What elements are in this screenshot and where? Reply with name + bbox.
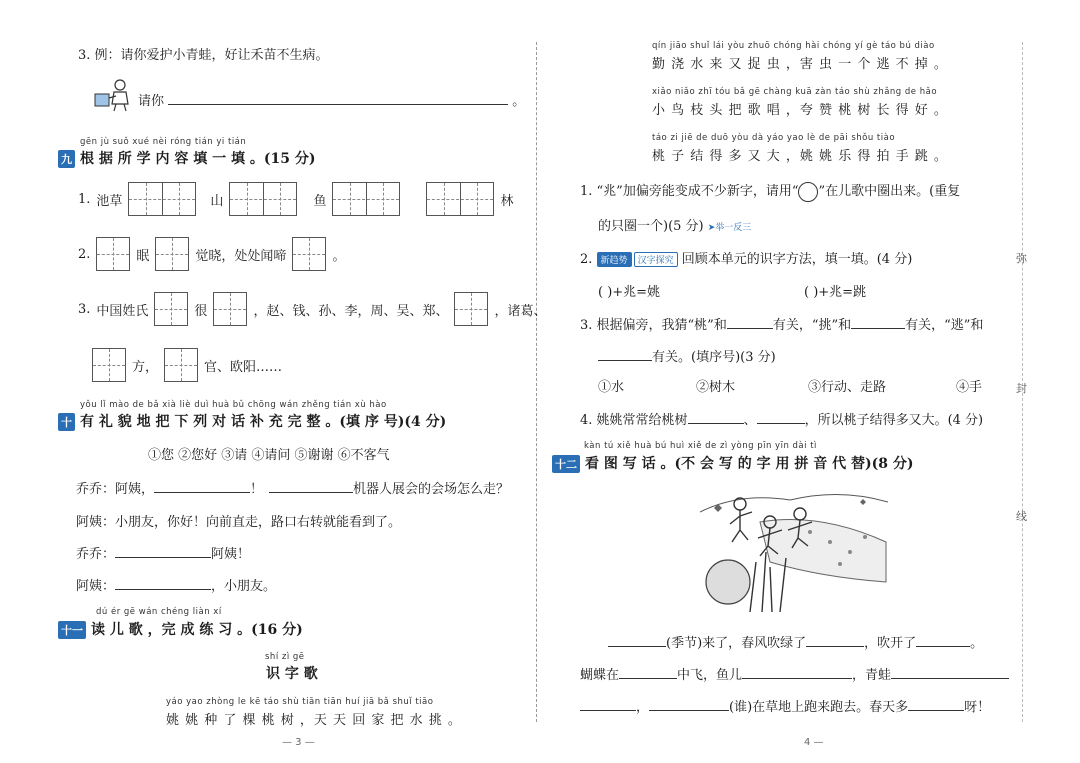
answer-blank[interactable] — [891, 666, 1009, 679]
seal-char-2: 封 — [1016, 382, 1027, 395]
q3-answer-blank[interactable] — [168, 92, 508, 105]
q3-text-c: 有关，“逃”和 — [905, 318, 984, 333]
q3-prompt: 请你 — [138, 94, 165, 109]
s10-options: ①您 ②您好 ③请 ④请问 ⑤谢谢 ⑥不客气 — [148, 448, 390, 463]
s10-l4-b: ，小朋友。 — [211, 579, 277, 594]
s10-l1-b: ！ — [250, 482, 264, 497]
grid-box[interactable] — [213, 292, 247, 326]
sec10-badge: 十 — [58, 413, 75, 431]
page-number-right: 4 — — [804, 737, 824, 748]
seal-char-1: 弥 — [1016, 252, 1027, 265]
poem-line4-pinyin: táo zi jiē de duō yòu dà yáo yao lè de pāi shǒu tiào — [652, 133, 896, 143]
sec12-title: 看 图 写 话 。(不 会 写 的 字 用 拼 音 代 替)(8 分) — [585, 456, 914, 472]
q1-text-b: ”在儿歌中圈出来。(重复 — [818, 184, 961, 199]
write-line2 — [580, 664, 1009, 683]
s9-2-word3: 。 — [332, 248, 346, 264]
sec11-pinyin: dú ér gē wán chéng liàn xí — [96, 607, 222, 617]
q3-text-b: 有关，“挑”和 — [772, 318, 852, 333]
poem-line4: 桃 子 结 得 多 又 大 ，姚 姚 乐 得 拍 手 跳 。 — [652, 149, 948, 164]
s9-row4 — [92, 348, 282, 382]
grid-box[interactable] — [229, 182, 297, 216]
w2-text-b: 中飞，鱼儿 — [677, 668, 743, 683]
sec11-badge: 十一 — [58, 621, 86, 639]
child-illustration — [92, 78, 134, 116]
s9-4-word2: 官、欧阳…… — [204, 359, 283, 375]
answer-blank[interactable] — [742, 666, 852, 679]
w2-text-a: 蝴蝶在 — [580, 668, 620, 683]
page-divider — [536, 42, 537, 722]
answer-blank[interactable] — [688, 411, 744, 424]
grid-box[interactable] — [454, 292, 488, 326]
s9-row2 — [78, 237, 345, 271]
s10-l4-a: 阿姨： — [76, 579, 116, 594]
sec12-heading — [552, 453, 913, 473]
q3-text-a: 3. 根据偏旁，我猜“桃”和 — [580, 318, 727, 333]
q3-line2 — [598, 346, 776, 365]
answer-blank[interactable] — [908, 698, 964, 711]
q1-tag: ➤举一反三 — [707, 223, 752, 233]
s9-3-word3: ，赵、钱、孙、李，周、吴、郑、 — [253, 303, 449, 319]
s9-1-word3: 鱼 — [313, 193, 327, 209]
poem-line2: 勤 浇 水 来 又 捉 虫 ，害 虫 一 个 逃 不 掉 。 — [652, 57, 948, 72]
q2-tag-topic: 汉字探究 — [634, 252, 678, 267]
s9-4-word1: 方， — [132, 359, 159, 375]
s10-l3-b: 阿姨！ — [211, 547, 251, 562]
s9-3-word4: ，诸葛、 — [494, 303, 547, 319]
s10-line4 — [76, 575, 276, 594]
sec12-badge: 十二 — [552, 455, 580, 473]
s10-l1-c: 机器人展会的会场怎么走？ — [353, 482, 510, 497]
q2-text: 回顾本单元的识字方法，填一填。(4 分) — [681, 252, 913, 267]
q4-text-c: ，所以桃子结得多又大。(4 分) — [804, 413, 984, 428]
sec10-title: 有 礼 貌 地 把 下 列 对 话 补 充 完 整 。(填 序 号)(4 分) — [80, 414, 447, 430]
answer-blank[interactable] — [649, 698, 729, 711]
answer-blank[interactable] — [727, 316, 773, 329]
q2-num: 2. — [580, 252, 593, 267]
sec10-heading — [58, 411, 446, 431]
answer-blank[interactable] — [806, 634, 864, 647]
q3-text-d: 有关。(填序号)(3 分) — [652, 350, 776, 365]
s9-1-word1: 池草 — [96, 193, 123, 209]
sec9-heading — [58, 148, 315, 168]
s10-l3-a: 乔乔： — [76, 547, 116, 562]
s10-line2: 阿姨：小朋友，你好！向前直走，路口右转就能看到了。 — [76, 515, 402, 530]
answer-blank[interactable] — [619, 666, 677, 679]
sec9-title: 根 据 所 学 内 容 填 一 填 。(15 分) — [80, 151, 316, 167]
page-number-left: — 3 — — [282, 737, 315, 748]
sec12-pinyin: kàn tú xiě huà bú huì xiě de zì yòng pīn yīn dài tì — [584, 441, 817, 451]
q2-left-eq: ( )+兆=姚 — [598, 285, 661, 300]
write-line3 — [580, 696, 990, 715]
q3-opt1: ①水 — [598, 380, 625, 395]
answer-blank[interactable] — [757, 411, 805, 424]
s9-2-num: 2. — [78, 246, 91, 262]
answer-blank[interactable] — [115, 545, 211, 558]
s9-1-num: 1. — [78, 191, 91, 207]
answer-blank[interactable] — [608, 634, 666, 647]
grid-box[interactable] — [292, 237, 326, 271]
sec9-pinyin: gēn jù suǒ xué nèi róng tián yi tián — [80, 137, 247, 147]
s9-1-word2: 山 — [210, 193, 224, 209]
q3-opt2: ②树木 — [696, 380, 736, 395]
w1-text-b: ，吹开了 — [864, 636, 917, 651]
grid-box[interactable] — [96, 237, 130, 271]
q1-line2 — [598, 215, 751, 234]
s9-row1 — [78, 182, 513, 216]
s10-line3 — [76, 543, 250, 562]
w2-text-c: ，青蛙 — [852, 668, 892, 683]
answer-blank[interactable] — [580, 698, 636, 711]
s10-l1-a: 乔乔：阿姨， — [76, 482, 155, 497]
s9-3-word1: 中国姓氏 — [96, 303, 149, 319]
q4-text-b: 、 — [743, 413, 757, 428]
w1-text-a: (季节)来了，春风吹绿了 — [666, 636, 807, 651]
q4-text-a: 4. 姚姚常常给桃树 — [580, 413, 688, 428]
poem-line1: 姚 姚 种 了 棵 桃 树 ，天 天 回 家 把 水 挑 。 — [166, 713, 462, 728]
q4-line — [580, 409, 983, 428]
poem-title-pinyin: shí zì gē — [265, 652, 305, 662]
grid-box[interactable] — [155, 237, 189, 271]
answer-blank[interactable] — [851, 316, 905, 329]
s9-1-word4: 林 — [500, 193, 514, 209]
sec9-badge: 九 — [58, 150, 75, 168]
q3-opt3: ③行动、走路 — [808, 380, 887, 395]
answer-blank[interactable] — [598, 348, 652, 361]
q1-text-c: 的只圈一个)(5 分) — [598, 219, 704, 234]
grid-box[interactable] — [426, 182, 494, 216]
grid-box[interactable] — [332, 182, 400, 216]
answer-blank[interactable] — [154, 480, 250, 493]
q2-tag-trend: 新趋势 — [597, 252, 632, 267]
answer-blank[interactable] — [115, 577, 211, 590]
s10-line1 — [76, 478, 509, 497]
s9-3-word2: 很 — [194, 303, 208, 319]
s9-2-word1: 眠 — [136, 248, 150, 264]
write-line1 — [608, 632, 983, 651]
sec11-title: 读 儿 歌 ，完 成 练 习 。(16 分) — [91, 622, 303, 638]
sec11-heading — [58, 619, 303, 639]
poem-line2-pinyin: qín jiāo shuǐ lái yòu zhuō chóng hài chóng yí gè táo bú diào — [652, 41, 935, 51]
s9-row3 — [78, 292, 546, 326]
q1-text-a: 1. “兆”加偏旁能变成不少新字，请用“ — [580, 184, 799, 199]
s9-3-num: 3. — [78, 301, 91, 317]
poem-line3-pinyin: xiǎo niǎo zhī tóu bǎ gē chàng kuā zàn táo shù zhǎng de hǎo — [652, 87, 938, 97]
grid-box[interactable] — [164, 348, 198, 382]
w3-text-b: (谁)在草地上跑来跑去。春天多 — [729, 700, 909, 715]
w3-text-c: 呀！ — [964, 700, 991, 715]
answer-blank[interactable] — [916, 634, 970, 647]
poem-title: 识 字 歌 — [266, 666, 318, 682]
q3-end: 。 — [512, 94, 526, 109]
poem-line3: 小 鸟 枝 头 把 歌 唱 ，夸 赞 桃 树 长 得 好 。 — [652, 103, 948, 118]
grid-box[interactable] — [154, 292, 188, 326]
q3-line1 — [580, 314, 983, 333]
q2-right-eq: ( )+兆=跳 — [804, 285, 867, 300]
answer-blank[interactable] — [269, 480, 353, 493]
grid-box[interactable] — [92, 348, 126, 382]
grid-box[interactable] — [128, 182, 196, 216]
s9-2-word2: 觉晓，处处闻啼 — [195, 248, 287, 264]
spring-scene-picture — [700, 482, 888, 616]
circle-icon — [798, 182, 818, 202]
w3-text-a: ， — [636, 700, 650, 715]
q1-line1 — [580, 180, 960, 202]
seal-char-3: 线 — [1016, 510, 1027, 523]
poem-line1-pinyin: yáo yao zhòng le kē táo shù tiān tiān huí jiā bǎ shuǐ tiāo — [166, 697, 434, 707]
q2-line — [580, 248, 912, 267]
q3-opt4: ④手 — [956, 380, 983, 395]
q3-example: 3. 例：请你爱护小青蛙，好让禾苗不生病。 — [78, 48, 329, 63]
w1-text-c: 。 — [970, 636, 984, 651]
sec10-pinyin: yǒu lǐ mào de bǎ xià liè duì huà bǔ chōng wán zhěng tián xù hào — [80, 400, 387, 410]
